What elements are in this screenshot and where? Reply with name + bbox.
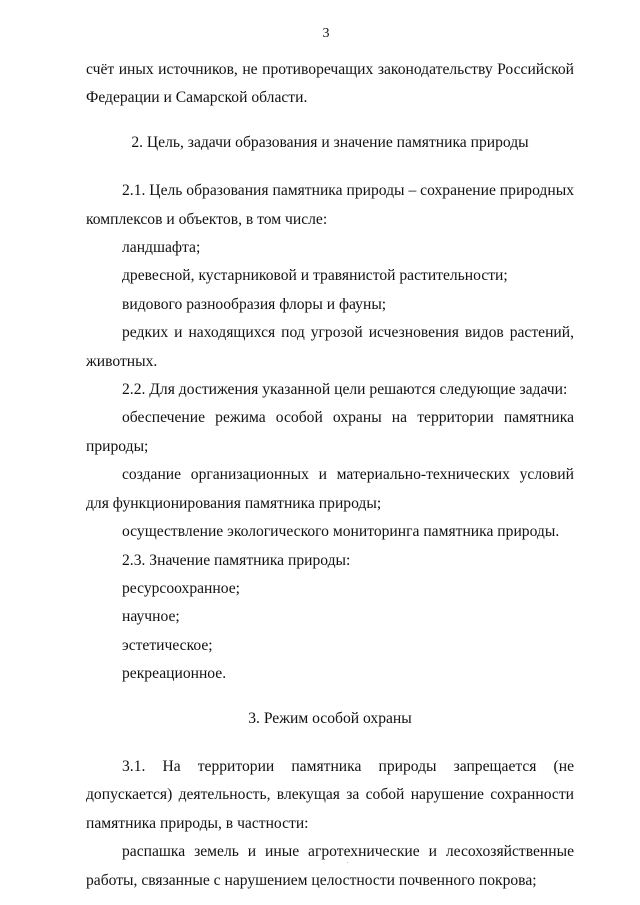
list-item-rare-species: редких и находящихся под угрозой исчезновения видов растений, животных. — [86, 324, 574, 370]
value-aesthetic: эстетическое; — [122, 636, 213, 654]
scan-speck — [347, 862, 348, 863]
task-protection-regime: обеспечение режима особой охраны на территории памятника природы; — [86, 409, 574, 455]
paragraph-funding-sources: счёт иных источников, не противоречащих законодательству Российской Федерации и Самарской области. — [86, 61, 574, 107]
value-recreational: рекреационное. — [122, 665, 227, 683]
value-resource-protection: ресурсоохранное; — [122, 579, 240, 597]
list-item-vegetation: древесной, кустарниковой и травянистой растительности; — [122, 267, 508, 285]
list-item-landscape: ландшафта; — [122, 239, 201, 257]
restriction-plowing: распашка земель и иные агротехнические и лесохозяйственные работы, связанные с нарушением целостности почвенного покрова; — [86, 843, 574, 889]
document-body — [86, 56, 574, 895]
task-organizational-conditions: создание организационных и материально-технических условий для функционирования памятника природы; — [86, 466, 574, 512]
task-ecological-monitoring: осуществление экологического мониторинга памятника природы. — [122, 523, 560, 541]
page-number: 3 — [322, 26, 330, 41]
paragraph-2-1: 2.1. Цель образования памятника природы – сохранение природных комплексов и объектов, в том числе: — [86, 182, 574, 228]
paragraph-3-1: 3.1. На территории памятника природы запрещается (не допускается) деятельность, влекущая за собой нарушение сохранности памятника природы, в частности: — [86, 757, 574, 832]
section-heading-2: 2. Цель, задачи образования и значение памятника природы — [131, 133, 529, 151]
paragraph-2-2: 2.2. Для достижения указанной цели решаются следующие задачи: — [122, 381, 568, 399]
paragraph-2-3: 2.3. Значение памятника природы: — [122, 551, 351, 569]
value-scientific: научное; — [122, 608, 180, 626]
section-heading-3: 3. Режим особой охраны — [248, 709, 412, 727]
list-item-biodiversity: видового разнообразия флоры и фауны; — [122, 295, 387, 313]
